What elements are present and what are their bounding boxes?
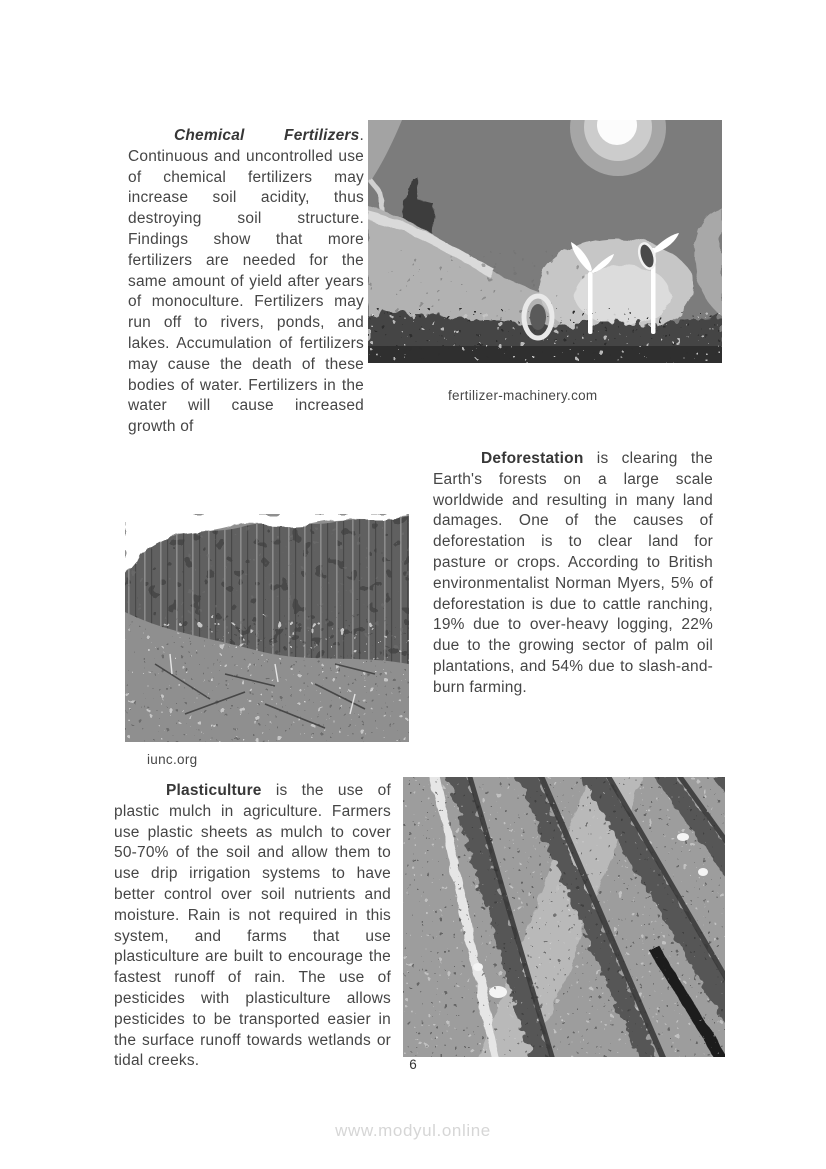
paragraph-deforestation: [433, 449, 713, 699]
fertilizer-photo-graphic: [368, 120, 722, 363]
deforestation-photo-graphic: [125, 514, 409, 742]
plasticulture-photo: [403, 777, 725, 1057]
paragraph-plasticulture: [114, 781, 391, 1072]
chemical-fertilizers-text: . Continuous and uncontrolled use of chemical fertilizers may increase soil acidity, thus destroying soil structure. Findings show that more fertilizers are needed for the same amount of yield after years of monoculture. Fertilizers may run off to rivers, ponds, and lakes. Accumulation of fertilizers may cause the death of these bodies of water. Fertilizers in the water will cause increased growth of: [128, 127, 364, 436]
plasticulture-photo-graphic: [403, 777, 725, 1057]
fertilizer-machinery-photo: [368, 120, 722, 363]
watermark: www.modyul.online: [335, 1121, 491, 1140]
heading-deforestation: Deforestation: [481, 450, 584, 467]
fertilizer-photo-caption: fertilizer-machinery.com: [448, 388, 598, 403]
deforestation-photo-caption: iunc.org: [147, 752, 198, 767]
heading-plasticulture: Plasticulture: [166, 782, 262, 799]
plasticulture-text: is the use of plastic mulch in agriculture. Farmers use plastic sheets as mulch to cover 50-70% of the soil and allow them to use drip irrigation systems to have better control over soil nutrients and moisture. Rain is not required in this system, and farms that use plasticulture are built to encourage the fastest runoff of rain. The use of pesticides with plasticulture allows pesticides to be transported easier in the surface runoff towards wetlands or tidal creeks.: [114, 782, 391, 1070]
paragraph-chemical-fertilizers: [128, 126, 364, 438]
deforestation-text: is clearing the Earth's forests on a large scale worldwide and resulting in many land damages. One of the causes of deforestation is to clear land for pasture or crops. According to British environmentalist Norman Myers, 5% of deforestation is due to cattle ranching, 19% due to over-heavy logging, 22% due to the growing sector of palm oil plantations, and 54% due to slash-and-burn farming.: [433, 450, 713, 696]
heading-chemical-fertilizers: Chemical Fertilizers: [174, 127, 360, 144]
page-number: 6: [409, 1057, 417, 1072]
deforestation-photo: [125, 514, 409, 742]
